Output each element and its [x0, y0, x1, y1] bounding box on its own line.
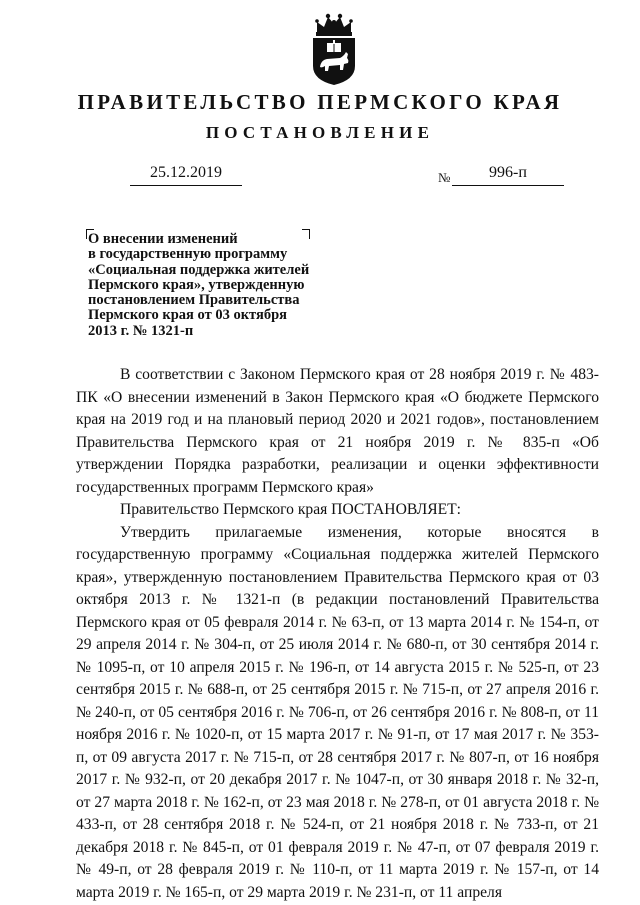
coat-of-arms-icon: [307, 10, 361, 86]
subject-line: 2013 г. № 1321-п: [88, 322, 194, 339]
subject-block: [88, 232, 328, 339]
government-title: ПРАВИТЕЛЬСТВО ПЕРМСКОГО КРАЯ: [77, 90, 563, 114]
subject-line: О внесении изменений: [88, 231, 238, 247]
document-date: 25.12.2019: [130, 163, 242, 186]
document-number: 996-п: [452, 163, 564, 186]
resolution-paragraph: Правительство Пермского края ПОСТАНОВЛЯЕТ:: [120, 501, 461, 518]
subject-line: Пермского края», утвержденную: [88, 276, 305, 293]
subject-line: постановлением Правительства: [88, 292, 300, 309]
subject-line: Пермского края от 03 октября: [88, 307, 287, 324]
document-body: [76, 364, 599, 904]
approval-paragraph: Утвердить прилагаемые изменения, которые вносятся в государственную программу «Социальная поддержка жителей Пермского края», утвержденную постановлением Правительства Пермского края от 03 октября 2013 г. № 1321-п (в редакции постановлений Правительства Пермского края от 05 февраля 2014 г. № 63-п, от 13 марта 2014 г. № 154-п, от 29 апреля 2014 г. № 304-п, от 25 июля 2014 г. № 680-п, от 30 сентября 2014 г. № 1095-п, от 10 апреля 2015 г. № 196-п, от 14 августа 2015 г. № 525-п, от 23 сентября 2015 г. № 688-п, от 25 сентября 2015 г. № 715-п, от 27 апреля 2016 г. № 240-п, от 05 сентября 2016 г. № 706-п, от 26 сентября 2016 г. № 808-п, от 11 ноября 2016 г. № 1020-п, от 15 марта 2017 г. № 91-п, от 17 мая 2017 г. № 353-п, от 09 августа 2017 г. № 715-п, от 28 сентября 2017 г. № 807-п, от 16 ноября 2017 г. № 932-п, от 20 декабря 2017 г. № 1047-п, от 30 января 2018 г. № 32-п, от 27 марта 2018 г. № 162-п, от 23 мая 2018 г. № 278-п, от 01 августа 2018 г. № 433-п, от 28 сентября 2018 г. № 524-п, от 21 ноября 2018 г. № 733-п, от 21 декабря 2018 г. № 845-п, от 01 февраля 2019 г. № 47-п, от 07 февраля 2019 г. № 49-п, от 28 февраля 2019 г. № 110-п, от 11 марта 2019 г. № 157-п, от 14 марта 2019 г. № 165-п, от 29 марта 2019 г. № 231-п, от 11 апреля: [76, 523, 599, 901]
preamble-paragraph: В соответствии с Законом Пермского края от 28 ноября 2019 г. № 483-ПК «О внесении изменений в Закон Пермского края «О бюджете Пермского края на 2019 год и на плановый период 2020 и 2021 годов», постановлением Правительства Пермского края от 21 ноября 2019 г. № 835-п «Об утверждении Порядка разработки, реализации и оценки эффективности государственных программ Пермского края»: [76, 366, 599, 496]
number-label: №: [438, 170, 451, 185]
document-type: ПОСТАНОВЛЕНИЕ: [205, 123, 435, 142]
subject-line: «Социальная поддержка жителей: [88, 261, 310, 278]
subject-line: в государственную программу: [88, 246, 288, 263]
